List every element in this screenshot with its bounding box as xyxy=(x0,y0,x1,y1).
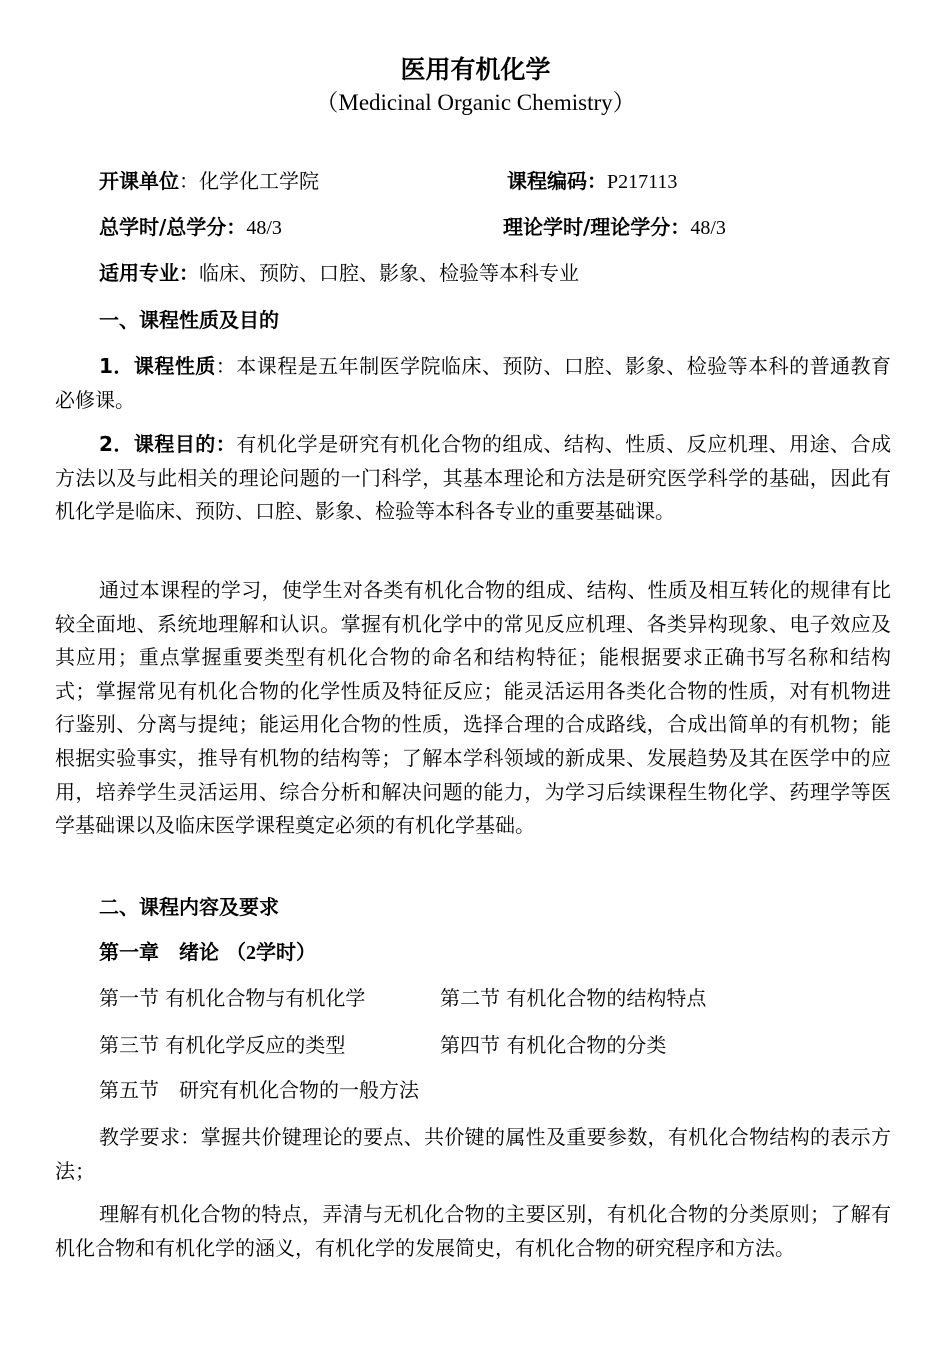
document-title: 医用有机化学 xyxy=(400,55,551,84)
section2-heading: 二、课程内容及要求 xyxy=(99,895,279,919)
info-hours xyxy=(99,213,282,242)
section1-heading: 一、课程性质及目的 xyxy=(99,308,279,332)
chapter1-section-2: 第二节 有机化合物的结构特点 xyxy=(440,986,707,1010)
chapter1-section-1: 第一节 有机化合物与有机化学 xyxy=(99,986,366,1010)
unit-label: 开课单位 xyxy=(99,169,179,193)
chapter1-hours-open: （ xyxy=(225,940,246,964)
purpose-label: 2．课程目的： xyxy=(99,432,237,456)
hours-value: 48/3 xyxy=(246,217,282,239)
unit-separator: ： xyxy=(179,169,199,193)
chapter1-section-4: 第四节 有机化合物的分类 xyxy=(440,1033,667,1057)
code-label: 课程编码： xyxy=(507,169,607,193)
document-subtitle: （Medicinal Organic Chemistry） xyxy=(315,90,636,115)
info-code xyxy=(507,167,677,196)
info-major xyxy=(99,259,579,287)
hours-label: 总学时/总学分： xyxy=(99,215,247,239)
major-label: 适用专业： xyxy=(99,261,199,285)
course-nature-paragraph xyxy=(55,350,891,417)
chapter1-title xyxy=(99,938,316,967)
code-value: P217113 xyxy=(607,171,678,193)
nature-separator: ： xyxy=(215,354,237,378)
major-value: 临床、预防、口腔、影象、检验等本科专业 xyxy=(199,261,579,285)
chapter1-section-3: 第三节 有机化学反应的类型 xyxy=(99,1033,346,1057)
nature-label: 1．课程性质 xyxy=(99,354,216,378)
theory-value: 48/3 xyxy=(690,217,726,239)
purpose-text: 有机化学是研究有机化合物的组成、结构、性质、反应机理、用途、合成方法以及与此相关的理论问题的一门科学，其基本理论和方法是研究医学科学的基础，因此有机化学是临床、预防、口腔、影象、检验等本科各专业的重要基础课。 xyxy=(55,432,891,524)
course-goal-paragraph: 通过本课程的学习，使学生对各类有机化合物的组成、结构、性质及相互转化的规律有比较全面地、系统地理解和认识。掌握有机化学中的常见反应机理、各类异构现象、电子效应及其应用；重点掌握重要类型有机化合物的命名和结构特征；能根据要求正确书写名称和结构式；掌握常见有机化合物的化学性质及特征反应；能灵活运用各类化合物的性质，对有机物进行鉴别、分离与提纯；能运用化合物的性质，选择合理的合成路线，合成出简单的有机物；能根据实验事实，推导有机物的结构等；了解本学科领域的新成果、发展趋势及其在医学中的应用，培养学生灵活运用、综合分析和解决问题的能力，为学习后续课程生物化学、药理学等医学基础课以及临床医学课程奠定必须的有机化学基础。 xyxy=(55,578,891,838)
chapter1-section-5: 第五节 研究有机化合物的一般方法 xyxy=(99,1078,419,1102)
chapter1-hours-close: 学时） xyxy=(255,940,316,964)
course-purpose-paragraph xyxy=(55,428,891,529)
nature-text: 本课程是五年制医学院临床、预防、口腔、影象、检验等本科的普通教育必修课。 xyxy=(55,354,892,412)
unit-value: 化学化工学院 xyxy=(199,169,319,193)
chapter1-requirement-1: 教学要求：掌握共价键理论的要点、共价键的属性及重要参数，有机化合物结构的表示方法； xyxy=(55,1125,891,1183)
chapter1-name: 第一章 绪论 xyxy=(99,940,219,964)
info-theory xyxy=(503,213,726,242)
theory-label: 理论学时/理论学分： xyxy=(503,215,691,239)
info-unit xyxy=(99,167,319,195)
chapter1-hours-num: 2 xyxy=(245,942,256,964)
chapter1-requirement-2: 理解有机化合物的特点，弄清与无机化合物的主要区别，有机化合物的分类原则；了解有机化合物和有机化学的涵义，有机化学的发展简史，有机化合物的研究程序和方法。 xyxy=(55,1202,891,1260)
